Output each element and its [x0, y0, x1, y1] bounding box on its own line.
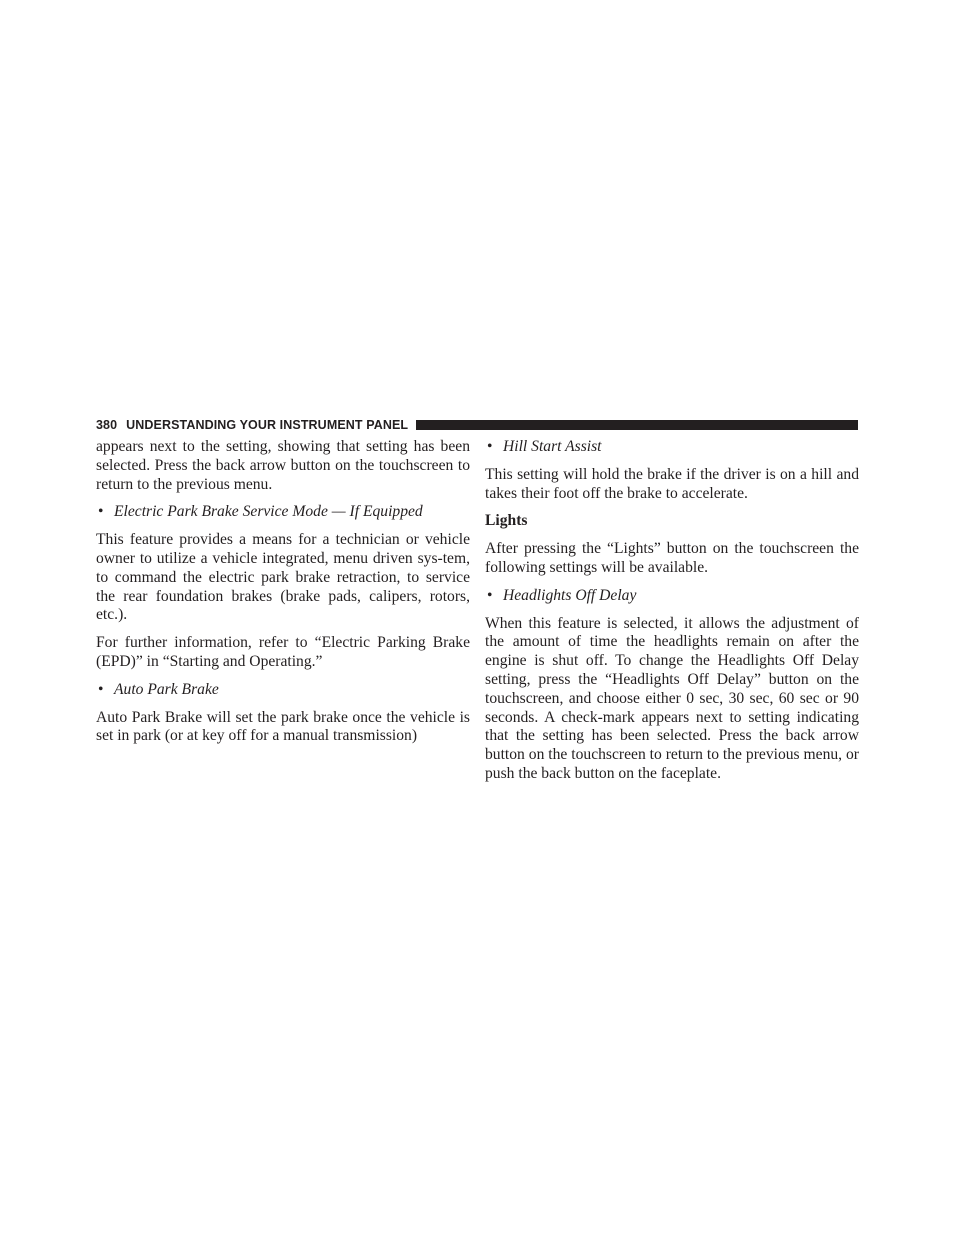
- bullet-glyph: •: [98, 680, 104, 698]
- paragraph-continuation: appears next to the setting, showing that setting has been selected. Press the back arrow button on the touchscreen to return to the previous menu.: [96, 438, 470, 493]
- bullet-glyph: •: [487, 438, 493, 455]
- page-header: [96, 416, 858, 434]
- paragraph-auto-park-brake-description: Auto Park Brake will set the park brake once the vehicle is set in park (or at key off for a manual transmission): [96, 708, 470, 745]
- bullet-glyph: •: [98, 503, 104, 521]
- bullet-label: Hill Start Assist: [503, 438, 602, 455]
- paragraph-service-mode-description: This feature provides a means for a technician or vehicle owner to utilize a vehicle integrated, menu driven sys-tem, to command the electric park brake retraction, to service the rear foundation brakes (brake pads, calipers, rotors, etc.).: [96, 531, 470, 624]
- subheading-lights: Lights: [485, 512, 528, 530]
- paragraph-headlights-off-delay-description: When this feature is selected, it allows the adjustment of the amount of time the headlights remain on after the engine is shut off. To change the Headlights Off Delay setting, press the “Headlights Off Delay” button on the touchscreen, and choose either 0 sec, 30 sec, 60 sec or 90 seconds. A check-mark appears next to setting indicating that the setting has been selected. Press the back arrow button on the touchscreen to return to the previous menu, or push the back button on the faceplate.: [485, 614, 859, 782]
- bullet-item-hill-start-assist: [485, 438, 859, 457]
- bullet-label: Electric Park Brake Service Mode — If Equipped: [114, 503, 423, 521]
- page-number: 380: [96, 418, 118, 432]
- right-column: [485, 438, 859, 793]
- header-rule-bar: [416, 420, 858, 430]
- bullet-item-electric-park-brake-service-mode: [96, 503, 470, 522]
- section-title: UNDERSTANDING YOUR INSTRUMENT PANEL: [126, 418, 409, 432]
- paragraph-hill-start-assist-description: This setting will hold the brake if the driver is on a hill and takes their foot off the brake to accelerate.: [485, 465, 859, 502]
- paragraph-further-information: For further information, refer to “Electric Parking Brake (EPD)” in “Starting and Operating.”: [96, 634, 470, 670]
- bullet-label: Headlights Off Delay: [503, 586, 637, 604]
- paragraph-lights-intro: After pressing the “Lights” button on the touchscreen the following settings will be available.: [485, 540, 859, 576]
- left-column: [96, 438, 470, 755]
- bullet-glyph: •: [487, 586, 493, 604]
- bullet-label: Auto Park Brake: [114, 680, 219, 698]
- bullet-item-auto-park-brake: [96, 681, 470, 700]
- bullet-item-headlights-off-delay: [485, 587, 859, 606]
